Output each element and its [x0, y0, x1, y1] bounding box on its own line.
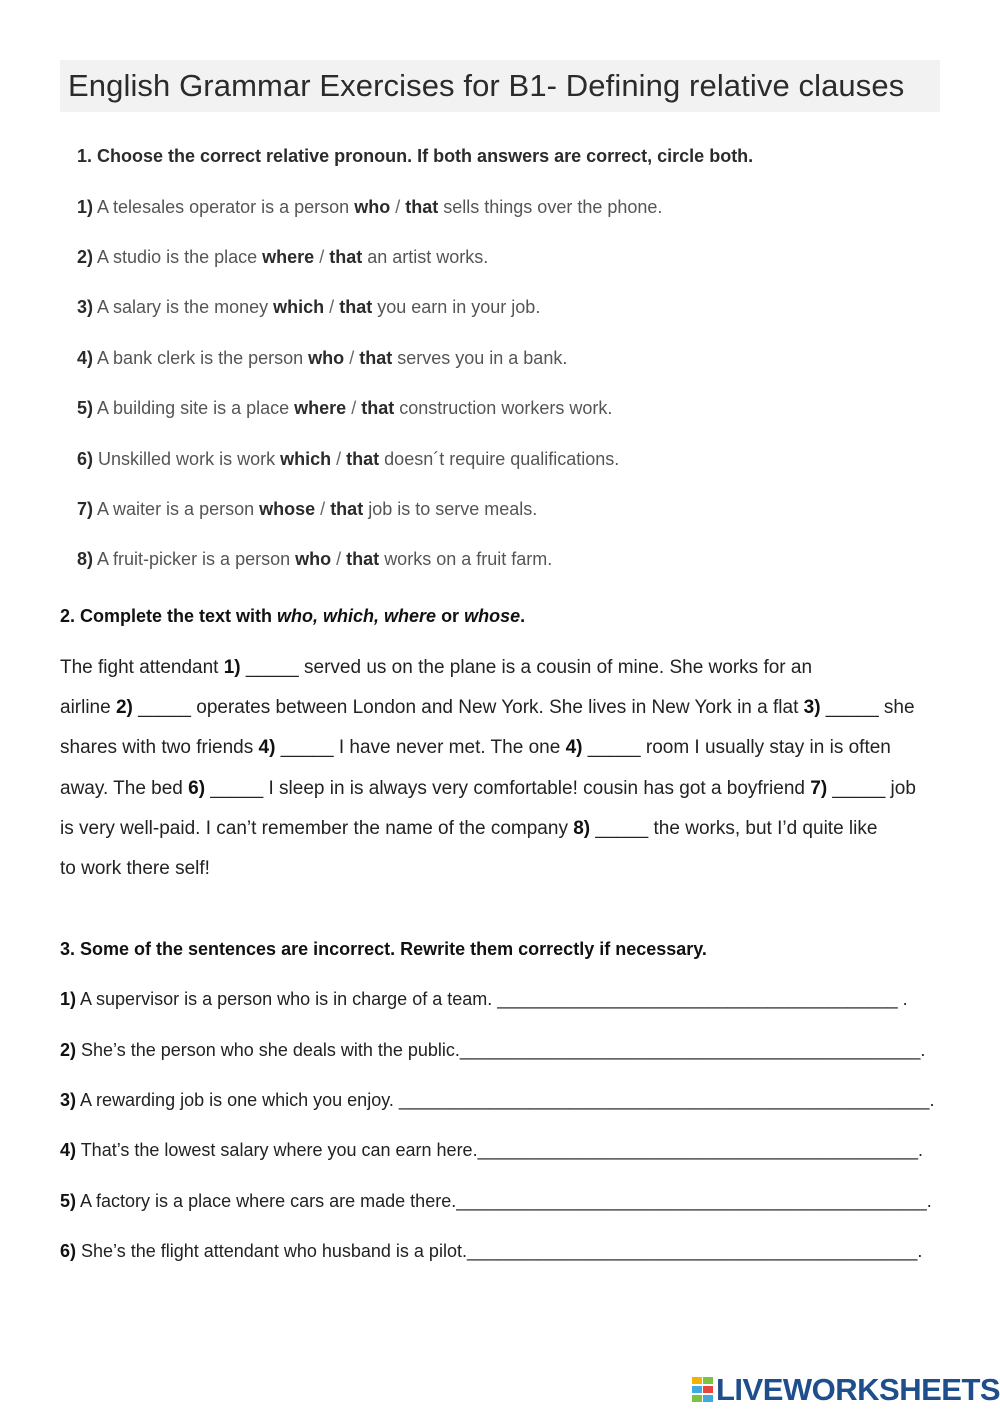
option-a[interactable]: where	[294, 398, 347, 418]
exercise-3-item[interactable]	[60, 989, 908, 1010]
exercise-1-item	[77, 197, 662, 218]
option-a[interactable]: whose	[259, 499, 316, 519]
sentence-end: doesn´t require qualifications.	[384, 449, 620, 469]
text-segment: shares with two friends	[60, 737, 259, 758]
item-number: 1)	[60, 989, 77, 1009]
option-b[interactable]: that	[359, 348, 393, 368]
option-separator: /	[351, 398, 357, 418]
exercise-3-item[interactable]	[60, 1241, 922, 1262]
option-separator: /	[336, 549, 342, 569]
sentence-with-answer-line: She’s the person who she deals with the public.______________________________________________.	[76, 1040, 926, 1060]
option-separator: /	[395, 197, 401, 217]
text-segment: _____ I sleep in is always very comfortable! cousin has got a boyfriend	[205, 778, 811, 799]
item-number: 2)	[77, 247, 94, 267]
sentence-with-answer-line: A rewarding job is one which you enjoy. _____________________________________________________.	[76, 1090, 935, 1110]
exercise-2-heading: 2. Complete the text with who, which, where or whose.	[60, 606, 526, 626]
option-a[interactable]: who	[308, 348, 345, 368]
option-separator: /	[329, 297, 335, 317]
exercise-2-line	[60, 858, 210, 880]
sentence-start: A studio is the place	[97, 247, 258, 267]
sentence-end: serves you in a bank.	[397, 348, 568, 368]
exercise-1-item	[77, 297, 540, 318]
option-b[interactable]: that	[346, 449, 380, 469]
text-segment: _____ operates between London and New York. She lives in New York in a flat	[132, 697, 804, 718]
sentence-with-answer-line: That’s the lowest salary where you can earn here.____________________________________________.	[76, 1140, 924, 1160]
page-title: English Grammar Exercises for B1- Defining relative clauses	[68, 68, 905, 103]
text-segment: _____ I have never met. The one	[275, 737, 566, 758]
exercise-1-item	[77, 499, 537, 520]
text-segment: _____ she	[820, 697, 915, 718]
item-number: 4)	[77, 348, 94, 368]
text-segment: The fight attendant	[60, 657, 224, 678]
exercise-1-item	[77, 348, 567, 369]
item-number: 5)	[77, 398, 94, 418]
gap-number: 7)	[810, 778, 828, 799]
item-number: 3)	[60, 1090, 77, 1110]
exercise-1-item	[77, 449, 619, 470]
option-a[interactable]: which	[280, 449, 332, 469]
option-separator: /	[319, 247, 325, 267]
option-b[interactable]: that	[405, 197, 439, 217]
sentence-start: Unskilled work is work	[98, 449, 276, 469]
sentence-with-answer-line: A factory is a place where cars are made there._______________________________________________.	[76, 1191, 932, 1211]
sentence-with-answer-line: A supervisor is a person who is in charge of a team. ________________________________________ .	[76, 989, 908, 1009]
text-segment: airline	[60, 697, 116, 718]
exercise-1-item	[77, 549, 552, 570]
option-a[interactable]: who	[354, 197, 391, 217]
option-a[interactable]: which	[273, 297, 325, 317]
sentence-end: job is to serve meals.	[368, 499, 538, 519]
text-segment: _____ the works, but I’d quite like	[590, 818, 878, 839]
item-number: 1)	[77, 197, 94, 217]
gap-number: 6)	[188, 778, 206, 799]
sentence-start: A bank clerk is the person	[97, 348, 304, 368]
liveworksheets-logo-icon	[692, 1377, 714, 1403]
gap-number: 2)	[115, 697, 133, 718]
exercise-2-line	[60, 697, 915, 719]
sentence-end: works on a fruit farm.	[384, 549, 553, 569]
exercise-1-item	[77, 247, 488, 268]
exercise-1-heading: 1. Choose the correct relative pronoun. If both answers are correct, circle both.	[77, 146, 754, 166]
sentence-start: A waiter is a person	[97, 499, 255, 519]
item-number: 7)	[77, 499, 94, 519]
sentence-end: you earn in your job.	[377, 297, 541, 317]
option-separator: /	[336, 449, 342, 469]
exercise-1-item	[77, 398, 612, 419]
option-a[interactable]: where	[262, 247, 315, 267]
gap-number: 3)	[803, 697, 821, 718]
item-number: 2)	[60, 1040, 77, 1060]
text-segment: is very well-paid. I can’t remember the name of the company	[60, 818, 574, 839]
item-number: 8)	[77, 549, 94, 569]
exercise-2-line	[60, 737, 891, 759]
option-b[interactable]: that	[339, 297, 373, 317]
item-number: 3)	[77, 297, 94, 317]
option-separator: /	[349, 348, 355, 368]
item-number: 6)	[77, 449, 94, 469]
exercise-3-item[interactable]	[60, 1140, 923, 1161]
sentence-end: construction workers work.	[399, 398, 613, 418]
text-segment: _____ job	[827, 778, 916, 799]
liveworksheets-logo	[692, 1373, 1000, 1407]
option-b[interactable]: that	[329, 247, 363, 267]
option-b[interactable]: that	[361, 398, 395, 418]
exercise-2-line	[60, 778, 916, 800]
exercise-2-line	[60, 657, 812, 679]
text-segment: to work there self!	[60, 858, 210, 879]
option-b[interactable]: that	[330, 499, 364, 519]
item-number: 6)	[60, 1241, 77, 1261]
text-segment: _____ served us on the plane is a cousin of mine. She works for an	[240, 657, 813, 678]
sentence-end: sells things over the phone.	[443, 197, 663, 217]
sentence-end: an artist works.	[367, 247, 489, 267]
exercise-3-item[interactable]	[60, 1090, 934, 1111]
option-b[interactable]: that	[346, 549, 380, 569]
sentence-start: A fruit-picker is a person	[97, 549, 291, 569]
option-separator: /	[320, 499, 326, 519]
gap-number: 8)	[573, 818, 591, 839]
sentence-start: A building site is a place	[97, 398, 290, 418]
item-number: 5)	[60, 1191, 77, 1211]
gap-number: 4)	[258, 737, 276, 758]
item-number: 4)	[60, 1140, 77, 1160]
liveworksheets-logo-text: LIVEWORKSHEETS	[716, 1372, 1000, 1407]
option-a[interactable]: who	[295, 549, 332, 569]
sentence-start: A telesales operator is a person	[97, 197, 350, 217]
gap-number: 1)	[223, 657, 241, 678]
exercise-2-line	[60, 818, 877, 840]
exercise-3-item[interactable]	[60, 1191, 932, 1212]
sentence-start: A salary is the money	[97, 297, 269, 317]
sentence-with-answer-line: She’s the flight attendant who husband is a pilot._____________________________________________.	[76, 1241, 923, 1261]
exercise-3-item[interactable]	[60, 1040, 925, 1061]
text-segment: away. The bed	[60, 778, 189, 799]
exercise-3-heading: 3. Some of the sentences are incorrect. Rewrite them correctly if necessary.	[60, 939, 707, 959]
text-segment: _____ room I usually stay in is often	[582, 737, 891, 758]
gap-number: 4)	[565, 737, 583, 758]
